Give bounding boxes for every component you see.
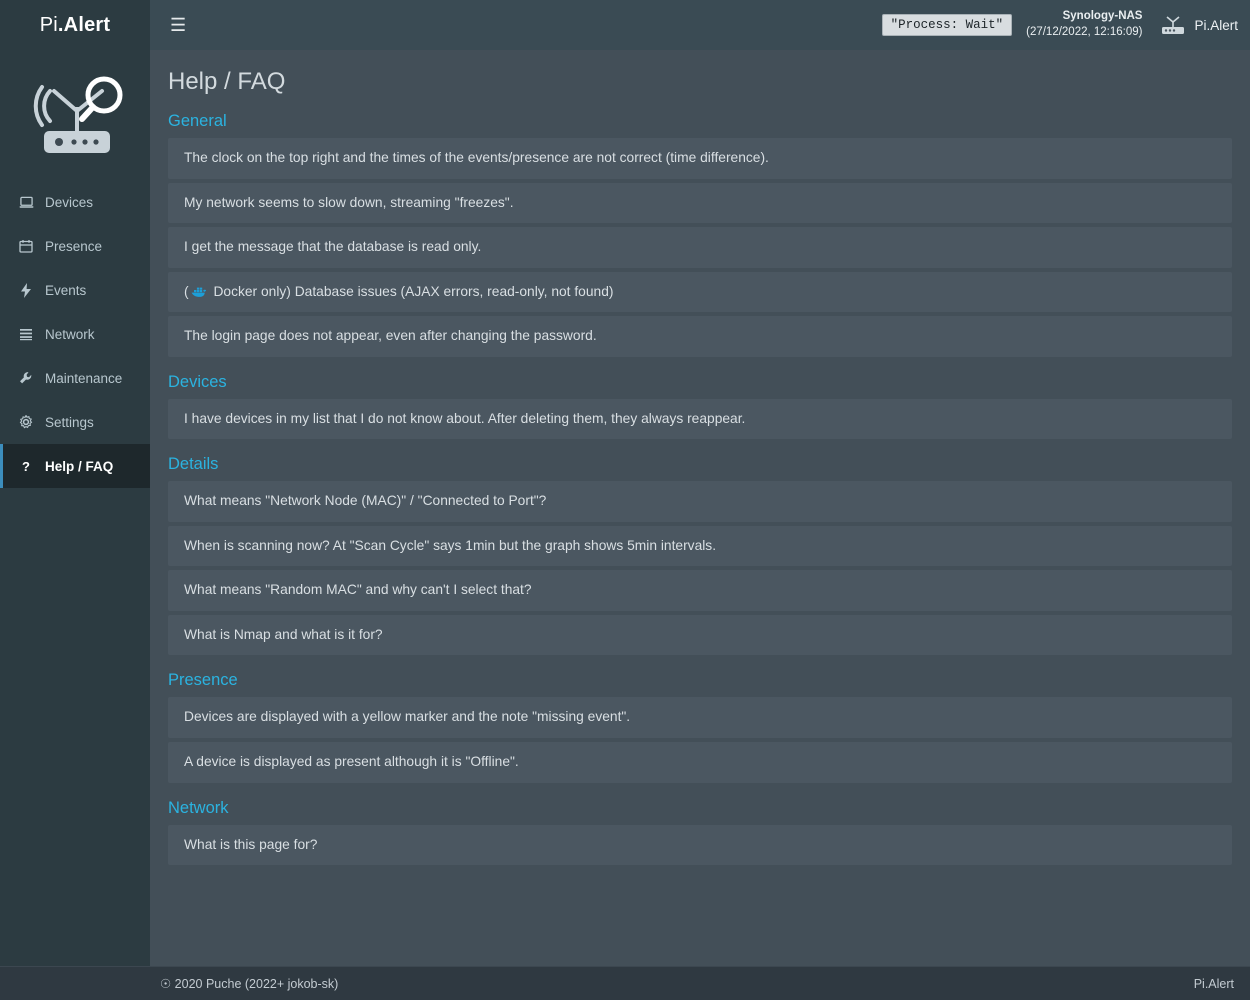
sidebar-item-network[interactable]: [0, 312, 150, 356]
host-name: Synology-NAS: [1062, 10, 1143, 23]
section-title-network: Network: [168, 798, 229, 817]
faq-item[interactable]: My network seems to slow down, streaming "freezes".: [168, 183, 1232, 224]
faq-item[interactable]: What is Nmap and what is it for?: [168, 615, 1232, 656]
sidebar-menu: [0, 180, 150, 488]
faq-item[interactable]: I get the message that the database is read only.: [168, 227, 1232, 268]
section-title-general: General: [168, 112, 227, 130]
question-icon: [17, 459, 35, 473]
docker-icon: [191, 285, 208, 298]
sidebar-item-label: Help / FAQ: [45, 458, 114, 474]
wrench-icon: [17, 371, 35, 385]
sidebar-item-events[interactable]: [0, 268, 150, 312]
sidebar-item-label: Devices: [45, 194, 94, 210]
svg-text:?: ?: [22, 459, 30, 473]
pialert-router-logo: [16, 69, 134, 161]
gear-icon: [17, 415, 35, 429]
bolt-icon: [17, 283, 35, 298]
faq-item[interactable]: The login page does not appear, even after changing the password.: [168, 316, 1232, 357]
top-bar: [0, 0, 1250, 50]
hamburger-icon[interactable]: ☰: [170, 15, 187, 35]
host-info: [1026, 9, 1142, 40]
faq-item[interactable]: When is scanning now? At "Scan Cycle" says 1min but the graph shows 5min intervals.: [168, 526, 1232, 567]
faq-item[interactable]: What is this page for?: [168, 825, 1232, 866]
host-date: (27/12/2022, 12:16:09): [1026, 26, 1143, 38]
brand-suffix: .Alert: [57, 13, 111, 36]
faq-item[interactable]: What means "Random MAC" and why can't I select that?: [168, 570, 1232, 611]
sidebar-item-label: Network: [45, 326, 95, 342]
status-badge: "Process: Wait": [882, 14, 1013, 36]
faq-item-docker[interactable]: [168, 272, 1232, 313]
sidebar-item-label: Maintenance: [45, 370, 123, 386]
top-navbar-right: [882, 9, 1238, 40]
sitemap-icon: [17, 328, 35, 341]
sidebar-item-maintenance[interactable]: [0, 356, 150, 400]
footer-brand: Pi.Alert: [1193, 976, 1234, 991]
faq-text-middle: Docker only) Database issues (AJAX errors, read-only, not found): [209, 283, 614, 299]
faq-item[interactable]: What means "Network Node (MAC)" / "Connected to Port"?: [168, 481, 1232, 522]
top-navbar: [150, 0, 1250, 50]
sidebar-item-help-faq[interactable]: [0, 444, 150, 488]
sidebar-item-devices[interactable]: [0, 180, 150, 224]
brand-prefix: Pi: [39, 13, 58, 36]
sidebar-item-label: Presence: [45, 238, 103, 254]
page-title: Help / FAQ: [168, 68, 286, 95]
faq-item[interactable]: A device is displayed as present although it is "Offline".: [168, 742, 1232, 783]
sidebar-logo: [0, 50, 150, 180]
section-title-devices: Devices: [168, 372, 227, 391]
laptop-icon: [17, 196, 35, 209]
brand-logo[interactable]: [0, 0, 150, 50]
sidebar-item-presence[interactable]: [0, 224, 150, 268]
faq-item[interactable]: The clock on the top right and the times of the events/presence are not correct (time difference).: [168, 138, 1232, 179]
sidebar-item-settings[interactable]: [0, 400, 150, 444]
main-content: [150, 50, 1250, 966]
user-name: Pi.Alert: [1194, 17, 1238, 33]
faq-text-prefix: (: [184, 283, 189, 299]
sidebar-item-label: Settings: [45, 414, 94, 430]
calendar-icon: [17, 239, 35, 253]
section-title-details: Details: [168, 455, 219, 474]
footer: [0, 966, 1250, 1000]
faq-item[interactable]: Devices are displayed with a yellow marker and the note "missing event".: [168, 697, 1232, 738]
user-menu[interactable]: [1156, 14, 1238, 36]
faq-item[interactable]: I have devices in my list that I do not know about. After deleting them, they always reappear.: [168, 399, 1232, 440]
footer-copyright: ☉ 2020 Puche (2022+ jokob-sk): [160, 977, 339, 991]
router-icon: [1160, 14, 1186, 36]
body: [0, 50, 1250, 966]
sidebar: [0, 50, 150, 966]
section-title-presence: Presence: [168, 671, 238, 690]
sidebar-item-label: Events: [45, 282, 87, 298]
